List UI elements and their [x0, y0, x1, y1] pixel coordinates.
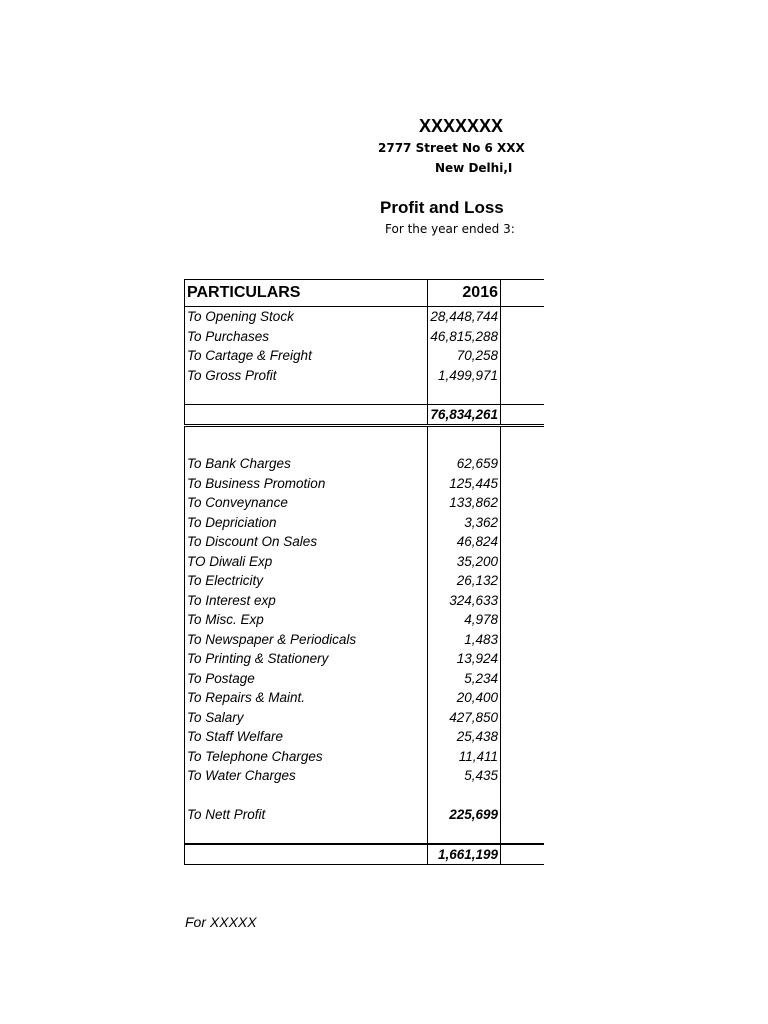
amount-cell	[428, 824, 501, 844]
table-row	[185, 766, 545, 786]
table-row	[185, 571, 545, 591]
address-line-2: New Delhi,I	[435, 161, 513, 175]
particulars-cell: To Purchases	[185, 327, 428, 347]
particulars-cell: To Bank Charges	[185, 454, 428, 474]
amount-cell: 3,362	[428, 513, 501, 533]
amount-cell: 46,815,288	[428, 327, 501, 347]
particulars-cell: To Misc. Exp	[185, 610, 428, 630]
particulars-cell: To Postage	[185, 669, 428, 689]
particulars-cell	[185, 824, 428, 844]
table-row	[185, 610, 545, 630]
table-row	[185, 591, 545, 611]
table-row	[185, 669, 545, 689]
table-row	[185, 630, 545, 650]
amount-cell	[428, 385, 501, 405]
particulars-cell: To Staff Welfare	[185, 727, 428, 747]
amount-cell: 62,659	[428, 454, 501, 474]
amount-cell: 5,234	[428, 669, 501, 689]
particulars-cell: To Interest exp	[185, 591, 428, 611]
spacer-row	[185, 824, 545, 844]
amount-cell: 11,411	[428, 747, 501, 767]
particulars-cell: To Conveynance	[185, 493, 428, 513]
amount-cell: 46,824	[428, 532, 501, 552]
table-row	[185, 747, 545, 767]
table-row	[185, 307, 545, 327]
amount-cell: 25,438	[428, 727, 501, 747]
table-header-row	[185, 280, 545, 307]
signature-line: For XXXXX	[185, 914, 257, 930]
table-row	[185, 454, 545, 474]
particulars-cell: To Opening Stock	[185, 307, 428, 327]
amount-cell: 1,499,971	[428, 366, 501, 386]
particulars-cell: To Gross Profit	[185, 366, 428, 386]
particulars-cell: To Depriciation	[185, 513, 428, 533]
table-row	[185, 493, 545, 513]
particulars-cell	[185, 786, 428, 805]
statement-title: Profit and Loss	[380, 198, 504, 217]
amount-cell: 125,445	[428, 474, 501, 494]
amount-cell	[428, 786, 501, 805]
particulars-cell: To Nett Profit	[185, 805, 428, 825]
particulars-cell: To Printing & Stationery	[185, 649, 428, 669]
amount-cell: 427,850	[428, 708, 501, 728]
amount-cell: 1,661,199	[428, 844, 501, 865]
table-row	[185, 327, 545, 347]
amount-cell	[428, 426, 501, 455]
year-header: 2016	[428, 280, 501, 307]
table-row	[185, 649, 545, 669]
address-line-1: 2777 Street No 6 XXX	[378, 141, 525, 155]
particulars-header: PARTICULARS	[185, 280, 428, 307]
particulars-cell	[185, 426, 428, 455]
particulars-cell: To Newspaper & Periodicals	[185, 630, 428, 650]
amount-cell: 225,699	[428, 805, 501, 825]
amount-cell: 35,200	[428, 552, 501, 572]
table-row	[185, 708, 545, 728]
table-row	[185, 727, 545, 747]
spacer-row	[185, 786, 545, 805]
amount-cell: 1,483	[428, 630, 501, 650]
spacer-row	[185, 426, 545, 455]
amount-cell: 13,924	[428, 649, 501, 669]
particulars-cell: To Repairs & Maint.	[185, 688, 428, 708]
net-profit-row	[185, 805, 545, 825]
table-row	[185, 366, 545, 386]
amount-cell: 324,633	[428, 591, 501, 611]
amount-cell: 5,435	[428, 766, 501, 786]
amount-cell: 4,978	[428, 610, 501, 630]
company-name: XXXXXXX	[419, 116, 504, 136]
table-row	[185, 688, 545, 708]
amount-cell: 28,448,744	[428, 307, 501, 327]
amount-cell: 26,132	[428, 571, 501, 591]
table-row	[185, 552, 545, 572]
amount-cell: 70,258	[428, 346, 501, 366]
table-row	[185, 474, 545, 494]
amount-cell: 76,834,261	[428, 405, 501, 426]
particulars-cell: To Water Charges	[185, 766, 428, 786]
particulars-cell: To Telephone Charges	[185, 747, 428, 767]
trading-total-row	[185, 405, 545, 426]
particulars-cell	[185, 405, 428, 426]
statement-period: For the year ended 3:	[385, 222, 515, 236]
particulars-cell: To Discount On Sales	[185, 532, 428, 552]
amount-cell: 133,862	[428, 493, 501, 513]
pl-total-row	[185, 844, 545, 865]
table-row	[185, 532, 545, 552]
table-row	[185, 346, 545, 366]
particulars-cell	[185, 844, 428, 865]
profit-loss-table	[184, 279, 544, 865]
spacer-row	[185, 385, 545, 405]
particulars-cell	[185, 385, 428, 405]
particulars-cell: To Electricity	[185, 571, 428, 591]
particulars-cell: To Salary	[185, 708, 428, 728]
particulars-cell: To Business Promotion	[185, 474, 428, 494]
table-row	[185, 513, 545, 533]
particulars-cell: TO Diwali Exp	[185, 552, 428, 572]
amount-cell: 20,400	[428, 688, 501, 708]
particulars-cell: To Cartage & Freight	[185, 346, 428, 366]
